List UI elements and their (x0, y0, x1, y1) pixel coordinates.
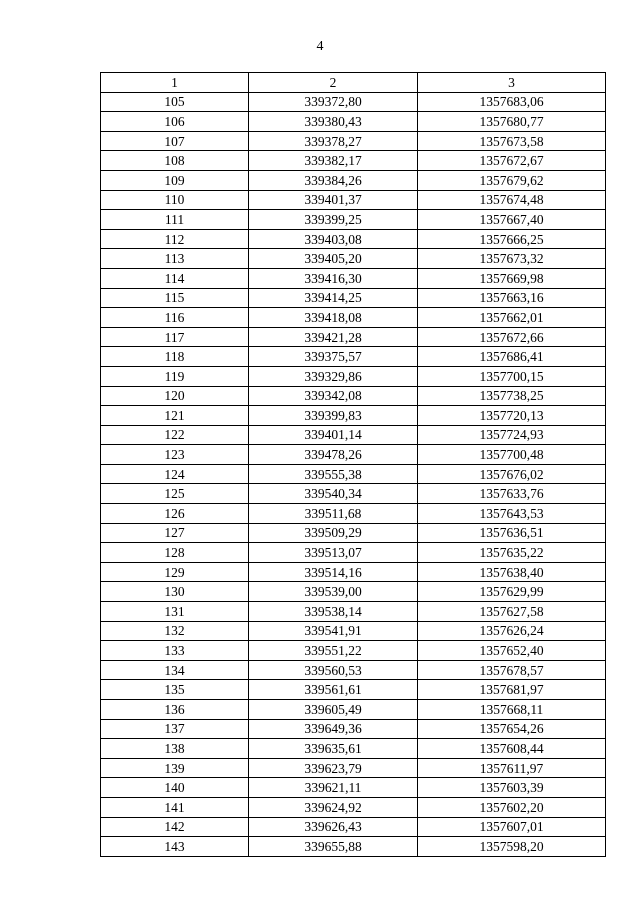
table-row (101, 523, 606, 543)
x-coordinate-cell: 339399,83 (249, 406, 418, 426)
table-row (101, 327, 606, 347)
point-number-cell: 118 (101, 347, 249, 367)
point-number-cell: 143 (101, 837, 249, 857)
table-row (101, 602, 606, 622)
x-coordinate-cell: 339418,08 (249, 308, 418, 328)
table-row (101, 112, 606, 132)
y-coordinate-cell: 1357629,99 (418, 582, 606, 602)
table-row (101, 797, 606, 817)
y-coordinate-cell: 1357683,06 (418, 92, 606, 112)
y-coordinate-cell: 1357681,97 (418, 680, 606, 700)
y-coordinate-cell: 1357700,48 (418, 445, 606, 465)
x-coordinate-cell: 339416,30 (249, 268, 418, 288)
y-coordinate-cell: 1357678,57 (418, 660, 606, 680)
x-coordinate-cell: 339655,88 (249, 837, 418, 857)
point-number-cell: 124 (101, 464, 249, 484)
point-number-cell: 109 (101, 170, 249, 190)
x-coordinate-cell: 339378,27 (249, 131, 418, 151)
table-row (101, 406, 606, 426)
x-coordinate-cell: 339329,86 (249, 366, 418, 386)
table-row (101, 249, 606, 269)
point-number-cell: 127 (101, 523, 249, 543)
y-coordinate-cell: 1357672,66 (418, 327, 606, 347)
table-row (101, 504, 606, 524)
y-coordinate-cell: 1357627,58 (418, 602, 606, 622)
point-number-cell: 130 (101, 582, 249, 602)
point-number-cell: 106 (101, 112, 249, 132)
y-coordinate-cell: 1357603,39 (418, 778, 606, 798)
x-coordinate-cell: 339375,57 (249, 347, 418, 367)
x-coordinate-cell: 339539,00 (249, 582, 418, 602)
table-row (101, 288, 606, 308)
x-coordinate-cell: 339509,29 (249, 523, 418, 543)
table-row (101, 268, 606, 288)
point-number-cell: 117 (101, 327, 249, 347)
x-coordinate-cell: 339401,37 (249, 190, 418, 210)
y-coordinate-cell: 1357679,62 (418, 170, 606, 190)
y-coordinate-cell: 1357608,44 (418, 739, 606, 759)
table-row (101, 660, 606, 680)
y-coordinate-cell: 1357638,40 (418, 562, 606, 582)
x-coordinate-cell: 339605,49 (249, 700, 418, 720)
x-coordinate-cell: 339342,08 (249, 386, 418, 406)
point-number-cell: 137 (101, 719, 249, 739)
y-coordinate-cell: 1357680,77 (418, 112, 606, 132)
table-row (101, 464, 606, 484)
y-coordinate-cell: 1357607,01 (418, 817, 606, 837)
y-coordinate-cell: 1357663,16 (418, 288, 606, 308)
point-number-cell: 112 (101, 229, 249, 249)
point-number-cell: 115 (101, 288, 249, 308)
x-coordinate-cell: 339540,34 (249, 484, 418, 504)
x-coordinate-cell: 339514,16 (249, 562, 418, 582)
point-number-cell: 126 (101, 504, 249, 524)
x-coordinate-cell: 339626,43 (249, 817, 418, 837)
table-row (101, 131, 606, 151)
y-coordinate-cell: 1357672,67 (418, 151, 606, 171)
table-row (101, 92, 606, 112)
point-number-cell: 136 (101, 700, 249, 720)
point-number-cell: 135 (101, 680, 249, 700)
table-row (101, 817, 606, 837)
y-coordinate-cell: 1357598,20 (418, 837, 606, 857)
point-number-cell: 122 (101, 425, 249, 445)
table-row (101, 190, 606, 210)
y-coordinate-cell: 1357673,58 (418, 131, 606, 151)
y-coordinate-cell: 1357700,15 (418, 366, 606, 386)
y-coordinate-cell: 1357668,11 (418, 700, 606, 720)
table-row (101, 543, 606, 563)
table-row (101, 562, 606, 582)
point-number-cell: 133 (101, 641, 249, 661)
x-coordinate-cell: 339649,36 (249, 719, 418, 739)
table-row (101, 700, 606, 720)
point-number-cell: 121 (101, 406, 249, 426)
point-number-cell: 108 (101, 151, 249, 171)
y-coordinate-cell: 1357611,97 (418, 758, 606, 778)
table-row (101, 739, 606, 759)
point-number-cell: 110 (101, 190, 249, 210)
coordinates-table (100, 72, 606, 857)
table-row (101, 719, 606, 739)
y-coordinate-cell: 1357724,93 (418, 425, 606, 445)
point-number-cell: 128 (101, 543, 249, 563)
y-coordinate-cell: 1357636,51 (418, 523, 606, 543)
table-row (101, 229, 606, 249)
point-number-cell: 119 (101, 366, 249, 386)
point-number-cell: 111 (101, 210, 249, 230)
x-coordinate-cell: 339538,14 (249, 602, 418, 622)
column-header-2: 2 (249, 73, 418, 93)
y-coordinate-cell: 1357669,98 (418, 268, 606, 288)
x-coordinate-cell: 339380,43 (249, 112, 418, 132)
x-coordinate-cell: 339561,61 (249, 680, 418, 700)
y-coordinate-cell: 1357674,48 (418, 190, 606, 210)
y-coordinate-cell: 1357635,22 (418, 543, 606, 563)
point-number-cell: 105 (101, 92, 249, 112)
x-coordinate-cell: 339403,08 (249, 229, 418, 249)
table-row (101, 484, 606, 504)
y-coordinate-cell: 1357666,25 (418, 229, 606, 249)
y-coordinate-cell: 1357738,25 (418, 386, 606, 406)
point-number-cell: 132 (101, 621, 249, 641)
x-coordinate-cell: 339541,91 (249, 621, 418, 641)
x-coordinate-cell: 339623,79 (249, 758, 418, 778)
x-coordinate-cell: 339555,38 (249, 464, 418, 484)
point-number-cell: 140 (101, 778, 249, 798)
x-coordinate-cell: 339401,14 (249, 425, 418, 445)
table-row (101, 837, 606, 857)
column-header-3: 3 (418, 73, 606, 93)
point-number-cell: 138 (101, 739, 249, 759)
point-number-cell: 142 (101, 817, 249, 837)
table-row (101, 621, 606, 641)
x-coordinate-cell: 339621,11 (249, 778, 418, 798)
x-coordinate-cell: 339372,80 (249, 92, 418, 112)
point-number-cell: 120 (101, 386, 249, 406)
point-number-cell: 139 (101, 758, 249, 778)
point-number-cell: 129 (101, 562, 249, 582)
y-coordinate-cell: 1357667,40 (418, 210, 606, 230)
y-coordinate-cell: 1357673,32 (418, 249, 606, 269)
x-coordinate-cell: 339421,28 (249, 327, 418, 347)
x-coordinate-cell: 339624,92 (249, 797, 418, 817)
table-row (101, 210, 606, 230)
point-number-cell: 125 (101, 484, 249, 504)
x-coordinate-cell: 339384,26 (249, 170, 418, 190)
table-row (101, 445, 606, 465)
point-number-cell: 113 (101, 249, 249, 269)
x-coordinate-cell: 339478,26 (249, 445, 418, 465)
table-row (101, 347, 606, 367)
column-header-1: 1 (101, 73, 249, 93)
y-coordinate-cell: 1357626,24 (418, 621, 606, 641)
y-coordinate-cell: 1357643,53 (418, 504, 606, 524)
point-number-cell: 107 (101, 131, 249, 151)
table-row (101, 641, 606, 661)
table-row (101, 366, 606, 386)
page-number: 4 (316, 39, 324, 54)
point-number-cell: 134 (101, 660, 249, 680)
x-coordinate-cell: 339399,25 (249, 210, 418, 230)
table-row (101, 170, 606, 190)
table-row (101, 778, 606, 798)
point-number-cell: 141 (101, 797, 249, 817)
y-coordinate-cell: 1357633,76 (418, 484, 606, 504)
table-row (101, 758, 606, 778)
table-row (101, 151, 606, 171)
table-row (101, 425, 606, 445)
table-body (101, 92, 606, 856)
x-coordinate-cell: 339511,68 (249, 504, 418, 524)
table-header-row (101, 73, 606, 93)
table-row (101, 680, 606, 700)
x-coordinate-cell: 339551,22 (249, 641, 418, 661)
point-number-cell: 114 (101, 268, 249, 288)
x-coordinate-cell: 339405,20 (249, 249, 418, 269)
y-coordinate-cell: 1357662,01 (418, 308, 606, 328)
y-coordinate-cell: 1357652,40 (418, 641, 606, 661)
x-coordinate-cell: 339382,17 (249, 151, 418, 171)
x-coordinate-cell: 339560,53 (249, 660, 418, 680)
y-coordinate-cell: 1357720,13 (418, 406, 606, 426)
x-coordinate-cell: 339513,07 (249, 543, 418, 563)
y-coordinate-cell: 1357686,41 (418, 347, 606, 367)
y-coordinate-cell: 1357676,02 (418, 464, 606, 484)
x-coordinate-cell: 339414,25 (249, 288, 418, 308)
x-coordinate-cell: 339635,61 (249, 739, 418, 759)
table-row (101, 308, 606, 328)
table-row (101, 582, 606, 602)
point-number-cell: 131 (101, 602, 249, 622)
point-number-cell: 123 (101, 445, 249, 465)
y-coordinate-cell: 1357602,20 (418, 797, 606, 817)
y-coordinate-cell: 1357654,26 (418, 719, 606, 739)
table-row (101, 386, 606, 406)
point-number-cell: 116 (101, 308, 249, 328)
